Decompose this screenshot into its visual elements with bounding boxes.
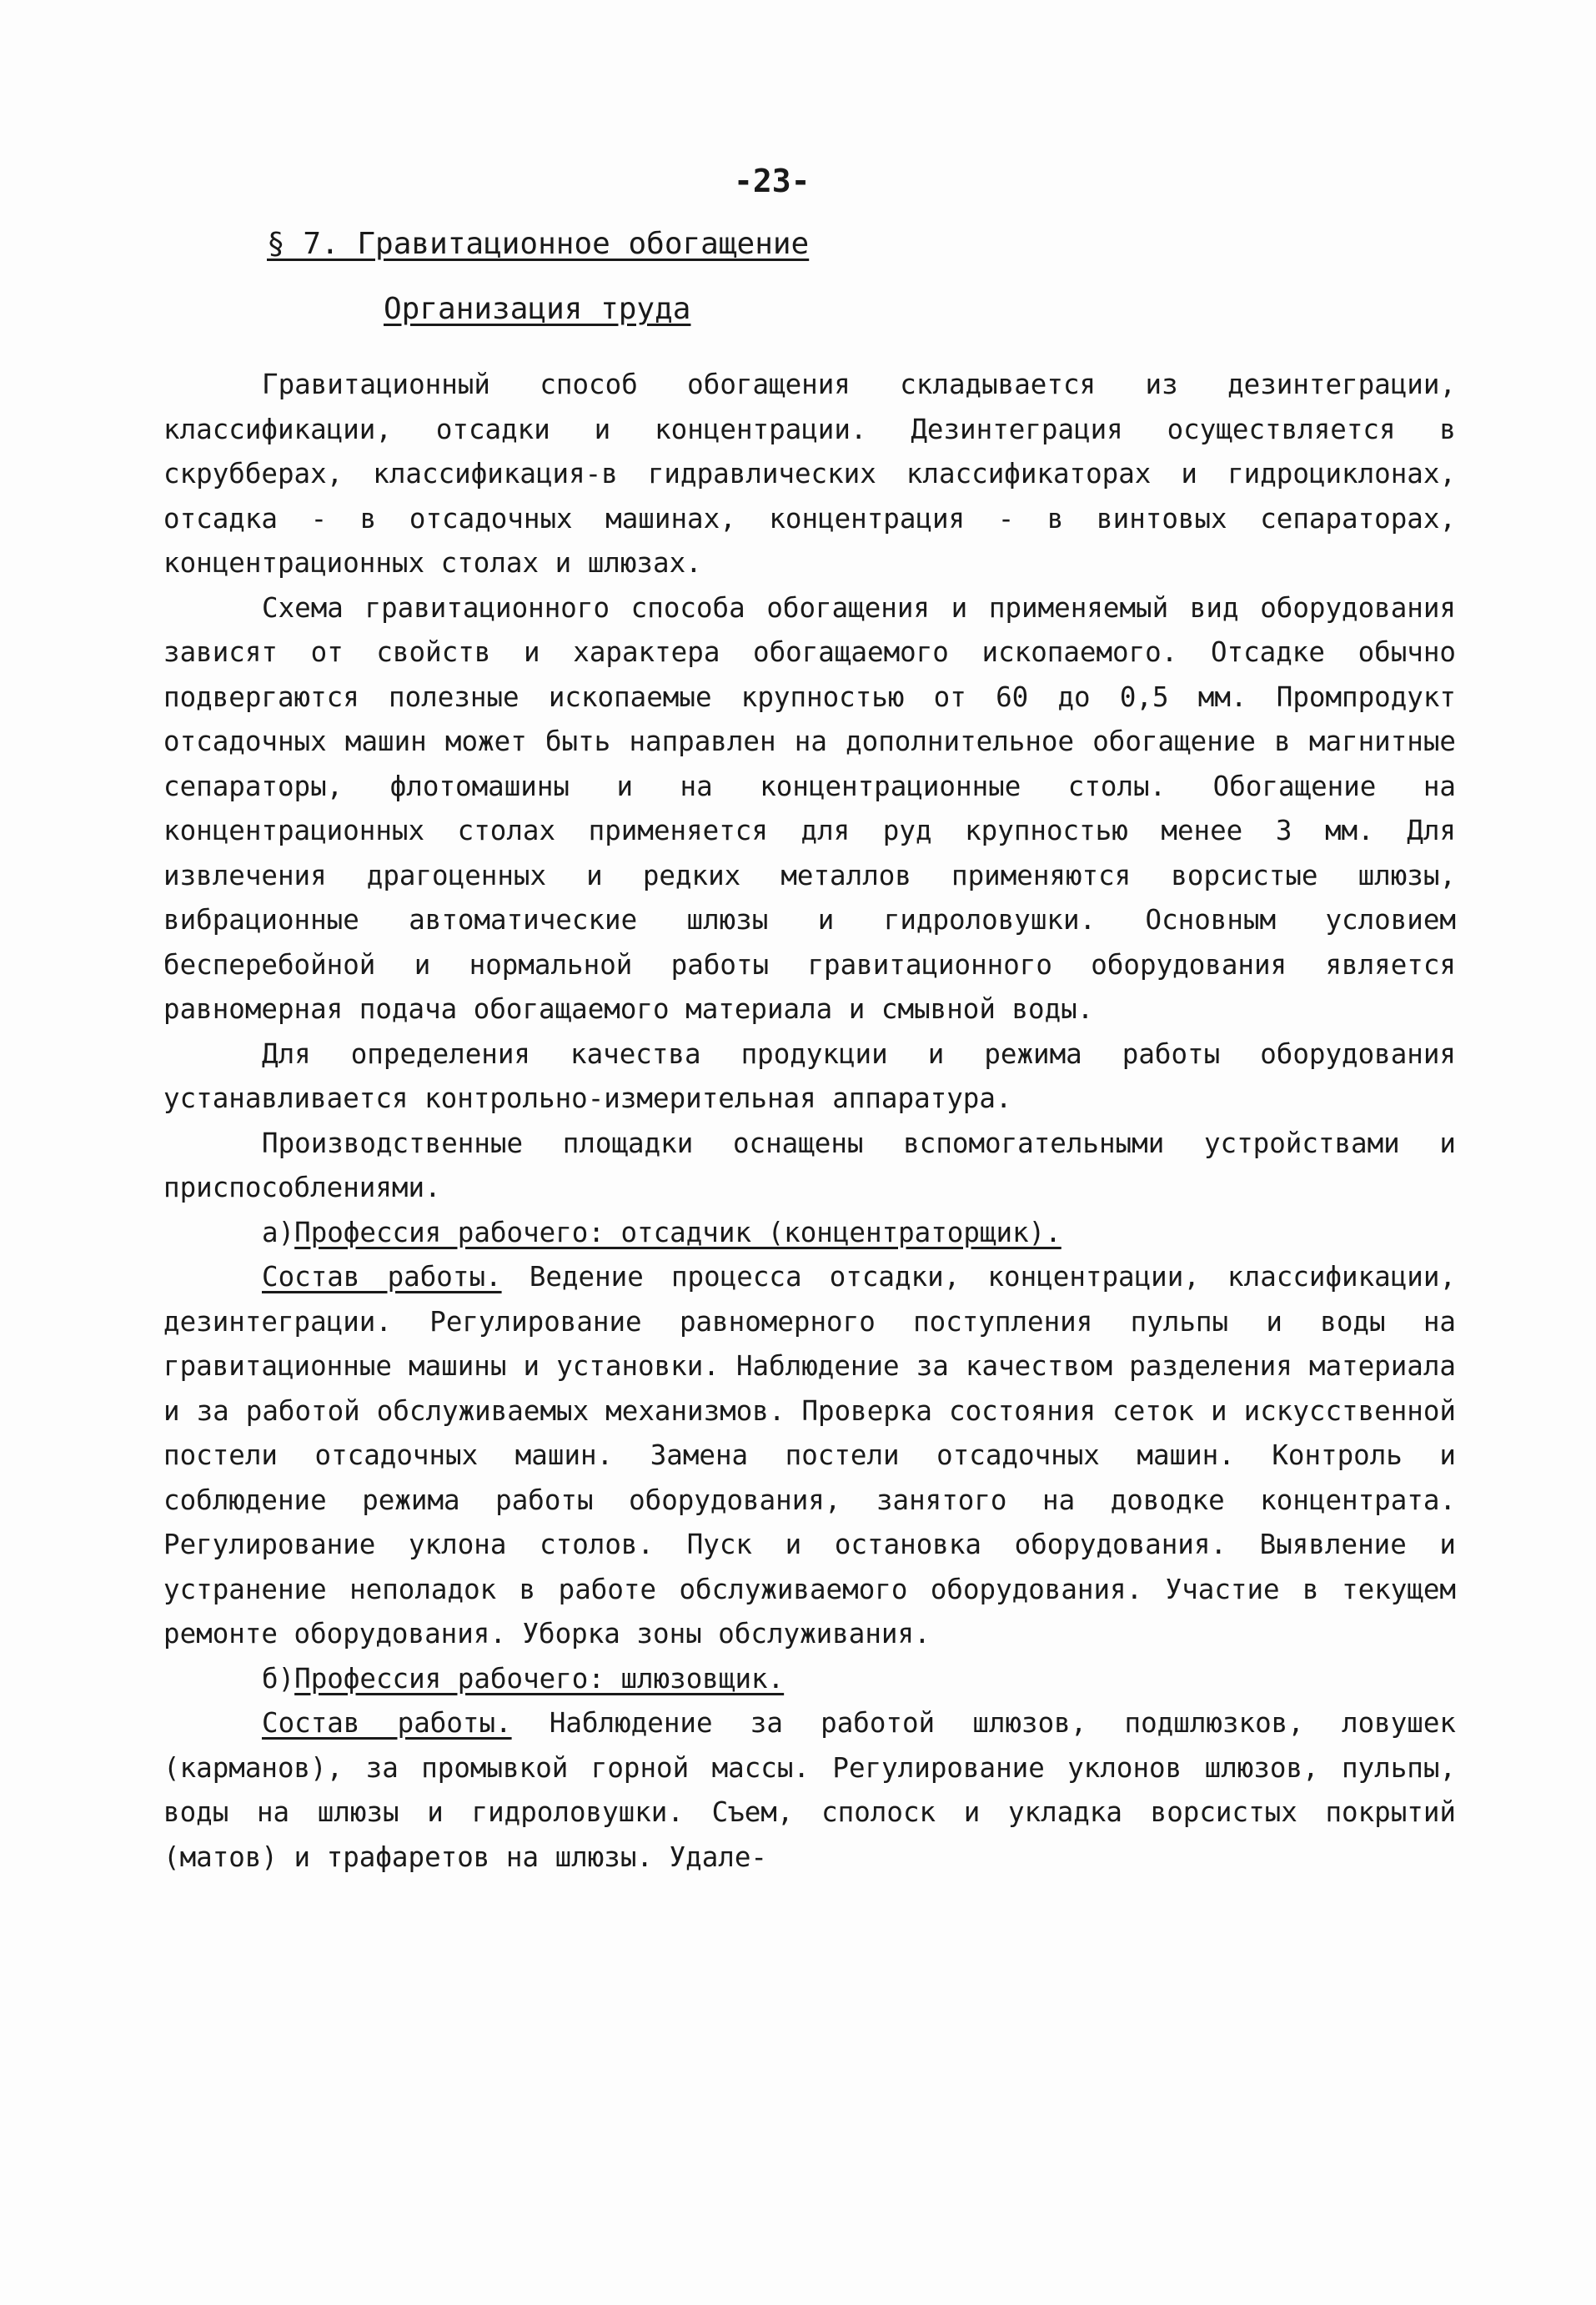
profession-a-work-label: Состав работы. <box>262 1261 502 1293</box>
profession-b-work <box>163 1701 1456 1880</box>
profession-b-marker: б) <box>262 1662 295 1695</box>
profession-b-work-text: Наблюдение за работой шлюзов, подшлюзков, ловушек (карманов), за промывкой горной массы. Регулирование уклонов шлюзов, пульпы, воды на шлюзы и гидроловушки. Съем, сполоск и укладка ворсистых покрытий (матов) и трафаретов на шлюзы. Удале- <box>163 1707 1456 1873</box>
paragraph-gravity-method: Гравитационный способ обогащения складывается из дезинтеграции, классификации, отсадки и концентрации. Дезинтеграция осуществляется в скрубберах, классификация-в гидравлических классификаторах и гидроциклонах, отсадка - в отсадочных машинах, концентрация - в винтовых сепараторах, концентрационных столах и шлюзах. <box>163 369 1456 579</box>
subsection-title: Организация труда <box>384 292 691 326</box>
paragraph-production-sites: Производственные площадки оснащены вспомогательными устройствами и приспособлениями. <box>163 1127 1456 1203</box>
profession-a-heading <box>163 1211 1456 1256</box>
profession-a-title: Профессия рабочего: отсадчик (концентраторщик). <box>294 1216 1061 1248</box>
section-title: § 7. Гравитационное обогащение <box>267 227 810 261</box>
profession-b-title: Профессия рабочего: шлюзовщик. <box>294 1662 785 1695</box>
profession-b-heading <box>163 1657 1456 1702</box>
profession-a-work <box>163 1255 1456 1657</box>
body-text <box>163 363 1456 1880</box>
profession-a-work-text: Ведение процесса отсадки, концентрации, классификации, дезинтеграции. Регулирование равномерного поступления пульпы и воды на гравитационные машины и установки. Наблюдение за качеством разделения материала и за работой обслуживаемых механизмов. Проверка состояния сеток и искусственной постели отсадочных машин. Замена постели отсадочных машин. Контроль и соблюдение режима работы оборудования, занятого на доводке концентрата. Регулирование уклона столов. Пуск и остановка оборудования. Выявление и устранение неполадок в работе обслуживаемого оборудования. Участие в текущем ремонте оборудования. Уборка зоны обслуживания. <box>163 1261 1456 1650</box>
page-number: -23- <box>734 163 811 199</box>
profession-a-marker: а) <box>262 1216 295 1248</box>
paragraph-equipment-scheme: Схема гравитационного способа обогащения и применяемый вид оборудования зависят от свойств и характера обогащаемого ископаемого. Отсадке обычно подвергаются полезные ископаемые крупностью от 60 до 0,5 мм. Промпродукт отсадочных машин может быть направлен на дополнительное обогащение в магнитные сепараторы, флотомашины и на концентрационные столы. Обогащение на концентрационных столах применяется для руд крупностью менее 3 мм. Для извлечения драгоценных и редких металлов применяются ворсистые шлюзы, вибрационные автоматические шлюзы и гидроловушки. Основным условием бесперебойной и нормальной работы гравитационного оборудования является равномерная подача обогащаемого материала и смывной воды. <box>163 591 1456 1025</box>
profession-b-work-label: Состав работы. <box>262 1707 512 1739</box>
paragraph-quality-control: Для определения качества продукции и режима работы оборудования устанавливается контрольно-измерительная аппаратура. <box>163 1037 1456 1114</box>
